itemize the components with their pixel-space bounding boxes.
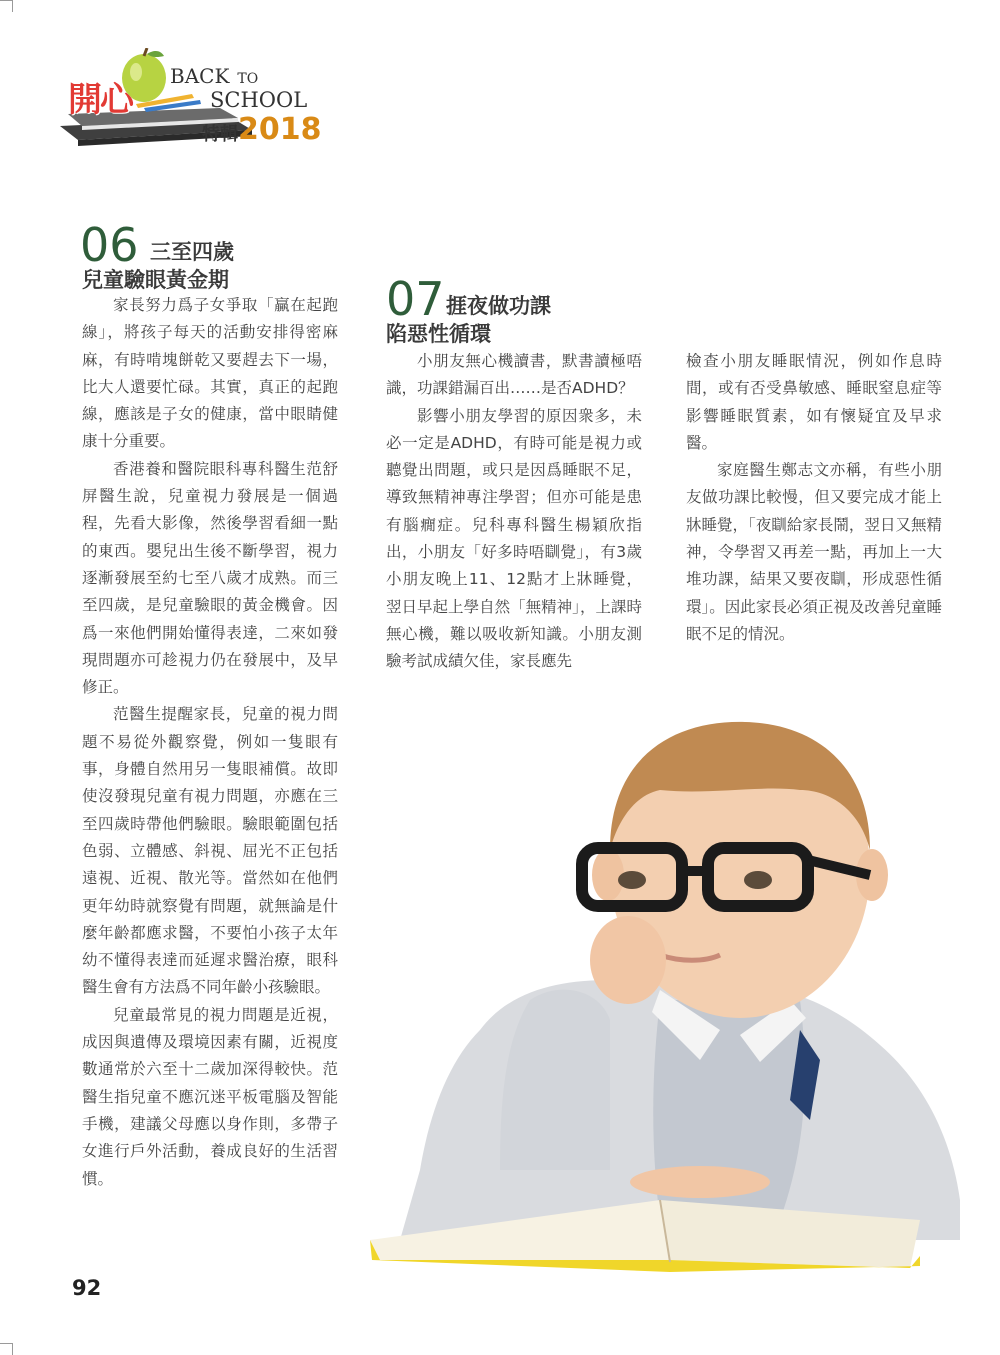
section-6-title-line2: 兒童驗眼黃金期 (82, 268, 229, 292)
section-6-paragraph: 范醫生提醒家長，兒童的視力問題不易從外觀察覺，例如一隻眼有事，身體自然用另一隻眼補償。故即使沒發現兒童有視力問題，亦應在三至四歲時帶他們驗眼。驗眼範圍包括色弱、立體感、斜視、屈光不正包括遠視、近視、散光等。當然如在他們更年幼時就察覺有問題，就無論是什麼年齡都應求醫，不要怕小孩子太年幼不懂得表達而延遲求醫治療，眼科醫生會有方法爲不同年齡小孩驗眼。 (82, 705, 338, 997)
child-with-glasses-photo (360, 700, 980, 1300)
section-7-paragraph: 家庭醫生鄭志文亦稱，有些小朋友做功課比較慢，但又要完成才能上牀睡覺，「夜瞓給家長鬧，翌日又無精神，令學習又再差一點，再加上一大堆功課，結果又要夜瞓，形成惡性循環」。因此家長必須正視及改善兒童睡眠不足的情況。 (686, 461, 942, 643)
crop-mark (0, 1343, 12, 1344)
logo-special-text: 特輯 (202, 124, 238, 145)
section-7-body-col-a (386, 348, 642, 676)
back-to-school-logo (52, 48, 322, 148)
section-6-paragraph: 家長努力爲子女爭取「贏在起跑線」，將孩子每天的活動安排得密麻麻，有時啃塊餅乾又要趕去下一場，比大人還要忙碌。其實，真正的起跑線，應該是子女的健康，當中眼睛健康十分重要。 (82, 296, 338, 451)
section-7-body-col-b (686, 348, 942, 648)
crop-mark (12, 0, 13, 12)
section-6-title-line1: 三至四歲 (150, 240, 234, 264)
section-6-body (82, 292, 338, 1193)
section-7-paragraph-continued: 檢查小朋友睡眠情況，例如作息時間，或有否受鼻敏感、睡眠窒息症等影響睡眠質素，如有懷疑宜及早求醫。 (686, 352, 942, 452)
logo-back-text (170, 64, 258, 88)
section-6-number: 06 (80, 218, 139, 272)
section-7-number: 07 (386, 272, 445, 326)
logo-school-text: SCHOOL (210, 88, 308, 112)
crop-mark (12, 1343, 13, 1355)
section-6-paragraph: 香港養和醫院眼科專科醫生范舒屏醫生說，兒童視力發展是一個過程，先看大影像，然後學習看細一點的東西。嬰兒出生後不斷學習，視力逐漸發展至約七至八歲才成熟。而三至四歲，是兒童驗眼的黃金機會。因爲一來他們開始懂得表達，二來如發現問題亦可趁視力仍在發展中，及早修正。 (82, 459, 338, 697)
logo-to-word: TO (237, 71, 259, 87)
page-number: 92 (72, 1276, 102, 1300)
section-7-title-line2: 陷惡性循環 (386, 322, 491, 346)
section-7-paragraph: 影響小朋友學習的原因衆多，未必一定是ADHD，有時可能是視力或聽覺出問題，或只是因爲睡眠不足，導致無精神專注學習；但亦可能是患有腦癇症。兒科專科醫生楊穎欣指出，小朋友「好多時唔瞓覺」，有3歲小朋友晚上11、12點才上牀睡覺，翌日早起上學自然「無精神」，上課時無心機，難以吸收新知識。小朋友測驗考試成績欠佳，家長應先 (386, 406, 642, 671)
section-7-paragraph: 小朋友無心機讀書，默書讀極唔識，功課錯漏百出……是否ADHD？ (386, 352, 642, 398)
section-7-title-line1: 捱夜做功課 (446, 294, 551, 318)
logo-main-text: 開心 (68, 80, 132, 120)
section-6-paragraph: 兒童最常見的視力問題是近視，成因與遺傳及環境因素有關，近視度數通常於六至十二歲加深得較快。范醫生指兒童不應沉迷平板電腦及智能手機，建議父母應以身作則，多帶子女進行戶外活動，養成良好的生活習慣。 (82, 1005, 338, 1188)
logo-back-word: BACK (170, 64, 230, 88)
crop-mark (0, 0, 12, 1)
logo-year-text: 2018 (238, 112, 322, 147)
